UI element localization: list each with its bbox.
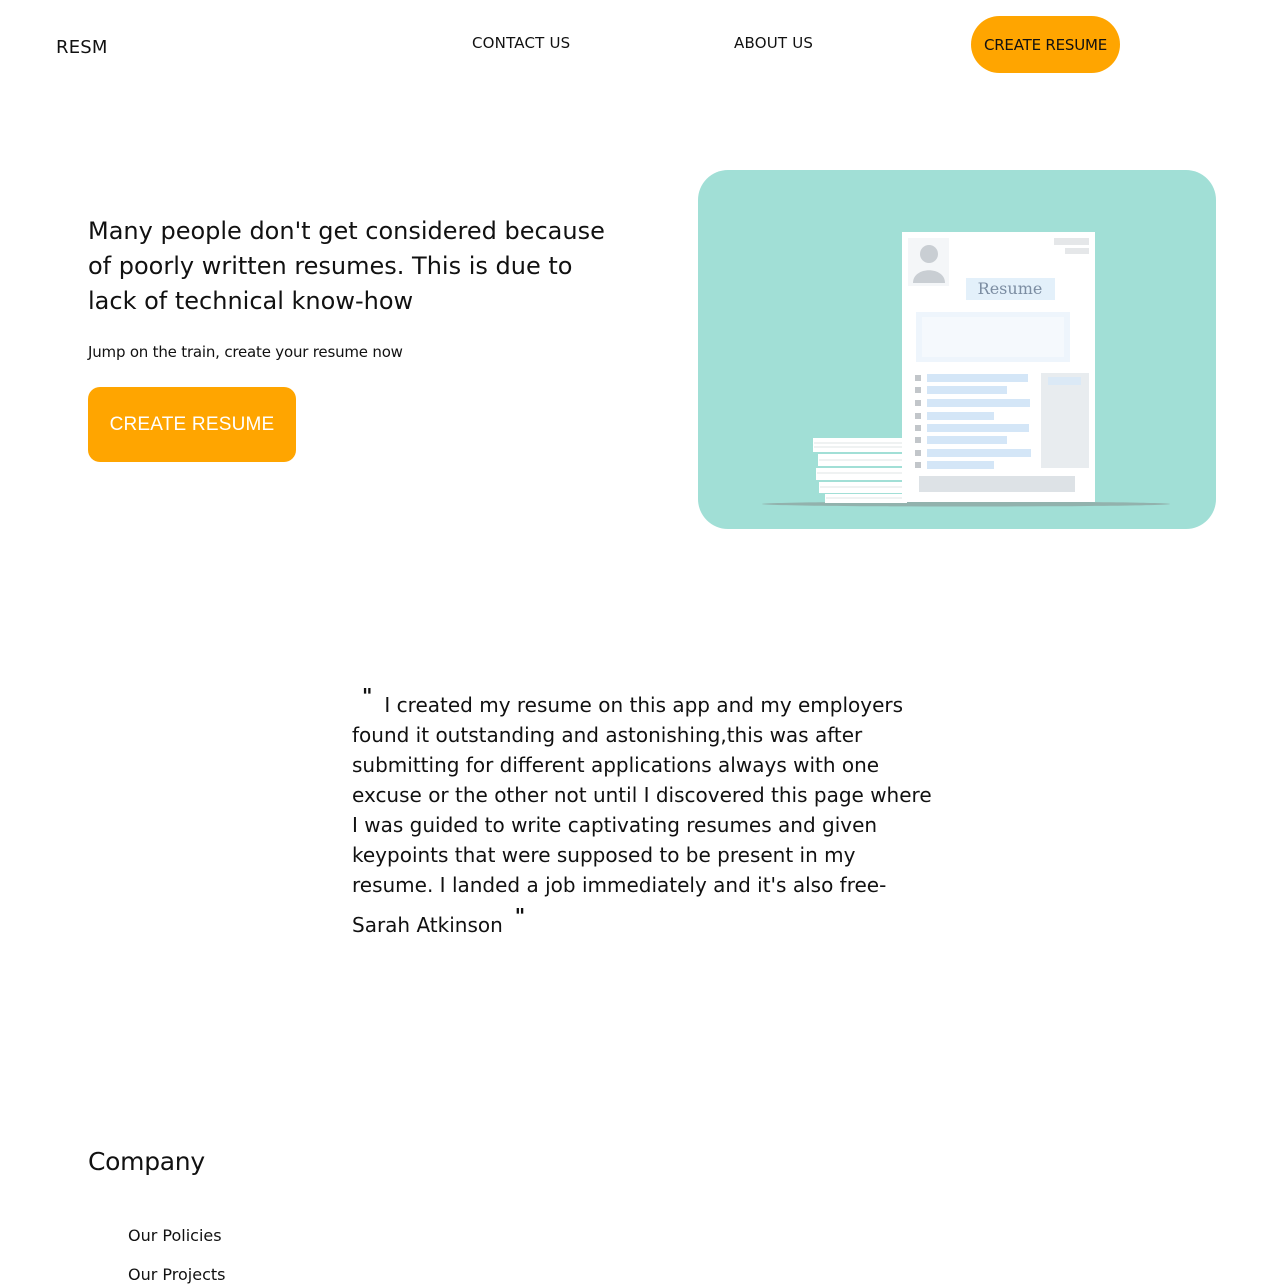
- resume-label: Resume: [977, 279, 1043, 298]
- footer-link-projects[interactable]: Our Projects: [128, 1265, 226, 1284]
- nav-create-resume-button[interactable]: CREATE RESUME: [971, 16, 1120, 73]
- resume-document-graphic: [698, 170, 1216, 529]
- testimonial-author: Sarah Atkinson: [352, 913, 503, 937]
- hero-subtitle: Jump on the train, create your resume now: [88, 343, 403, 361]
- resume-illustration: [698, 170, 1216, 529]
- hero-create-resume-button[interactable]: CREATE RESUME: [88, 387, 296, 462]
- nav-about-link[interactable]: ABOUT US: [734, 34, 814, 52]
- nav-contact-link[interactable]: CONTACT US: [472, 34, 571, 52]
- open-quote-mark: ": [362, 684, 373, 708]
- close-quote-mark: ": [514, 904, 526, 928]
- footer-heading: Company: [88, 1147, 205, 1176]
- footer-link-policies[interactable]: Our Policies: [128, 1226, 222, 1245]
- hero-title: Many people don't get considered because of poorly written resumes. This is due to lack of technical know-how: [88, 217, 605, 315]
- testimonial: [352, 684, 932, 940]
- testimonial-text: I created my resume on this app and my employers found it outstanding and astonishing,this was after submitting for different applications always with one excuse or the other not until I discovered this page where I was guided to write captivating resumes and given keypoints that were supposed to be present in my resume. I landed a job immediately and it's also free-: [352, 693, 932, 897]
- site-logo[interactable]: RESM: [56, 37, 108, 58]
